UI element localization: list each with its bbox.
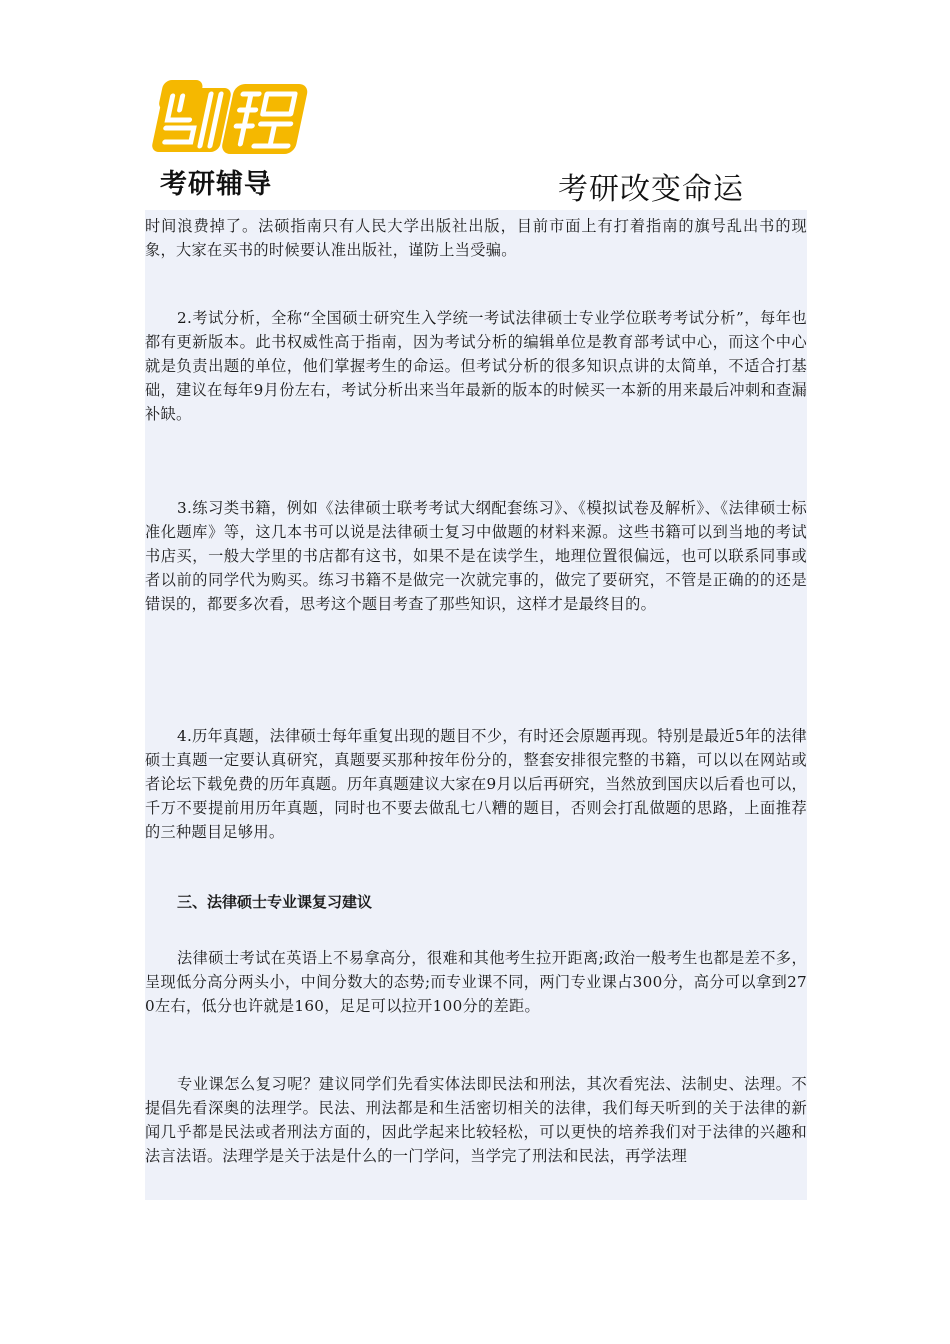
- paragraph-3: 3.练习类书籍，例如《法律硕士联考考试大纲配套练习》、《模拟试卷及解析》、《法律硕士标准化题库》等，这几本书可以说是法律硕士复习中做题的材料来源。这些书籍可以到当地的考试书店买，一般大学里的书店都有这书，如果不是在读学生，地理位置很偏远，也可以联系同事或者以前的同学代为购买。练习书籍不是做完一次就完事的，做完了要研究，不管是正确的的还是错误的，都要多次看，思考这个题目考查了那些知识，这样才是最终目的。: [145, 499, 807, 613]
- logo: [150, 80, 310, 200]
- section-heading: 三、法律硕士专业课复习建议: [177, 893, 373, 911]
- paragraph-1: 时间浪费掉了。法硕指南只有人民大学出版社出版，目前市面上有打着指南的旗号乱出书的现象，大家在买书的时候要认准出版社，谨防上当受骗。: [145, 217, 807, 259]
- logo-mark: [150, 80, 310, 158]
- paragraph-5: 法律硕士考试在英语上不易拿高分，很难和其他考生拉开距离;政治一般考生也都是差不多，呈现低分高分两头小，中间分数大的态势;而专业课不同，两门专业课占300分，高分可以拿到270左右，低分也许就是160，足足可以拉开100分的差距。: [145, 949, 807, 1015]
- document-body: [145, 210, 807, 1200]
- paragraph-2: 2.考试分析，全称“全国硕士研究生入学统一考试法律硕士专业学位联考考试分析”，每年也都有更新版本。此书权威性高于指南，因为考试分析的编辑单位是教育部考试中心，而这个中心就是负责出题的单位，他们掌握考生的命运。但考试分析的很多知识点讲的太简单，不适合打基础，建议在每年9月份左右，考试分析出来当年最新的版本的时候买一本新的用来最后冲刺和查漏补缺。: [145, 309, 807, 423]
- logo-subtitle: 考研辅导: [160, 169, 272, 200]
- slogan: 考研改变命运: [558, 172, 744, 207]
- paragraph-4: 4.历年真题，法律硕士每年重复出现的题目不少，有时还会原题再现。特别是最近5年的法律硕士真题一定要认真研究，真题要买那种按年份分的，整套安排很完整的书籍，可以以在网站或者论坛下载免费的历年真题。历年真题建议大家在9月以后再研究，当然放到国庆以后看也可以，千万不要提前用历年真题，同时也不要去做乱七八糟的题目，否则会打乱做题的思路，上面推荐的三种题目足够用。: [145, 727, 807, 841]
- paragraph-6: 专业课怎么复习呢？建议同学们先看实体法即民法和刑法，其次看宪法、法制史、法理。不提倡先看深奥的法理学。民法、刑法都是和生活密切相关的法律，我们每天听到的关于法律的新闻几乎都是民法或者刑法方面的，因此学起来比较轻松，可以更快的培养我们对于法律的兴趣和法言法语。法理学是关于法是什么的一门学问，当学完了刑法和民法，再学法理: [145, 1075, 807, 1165]
